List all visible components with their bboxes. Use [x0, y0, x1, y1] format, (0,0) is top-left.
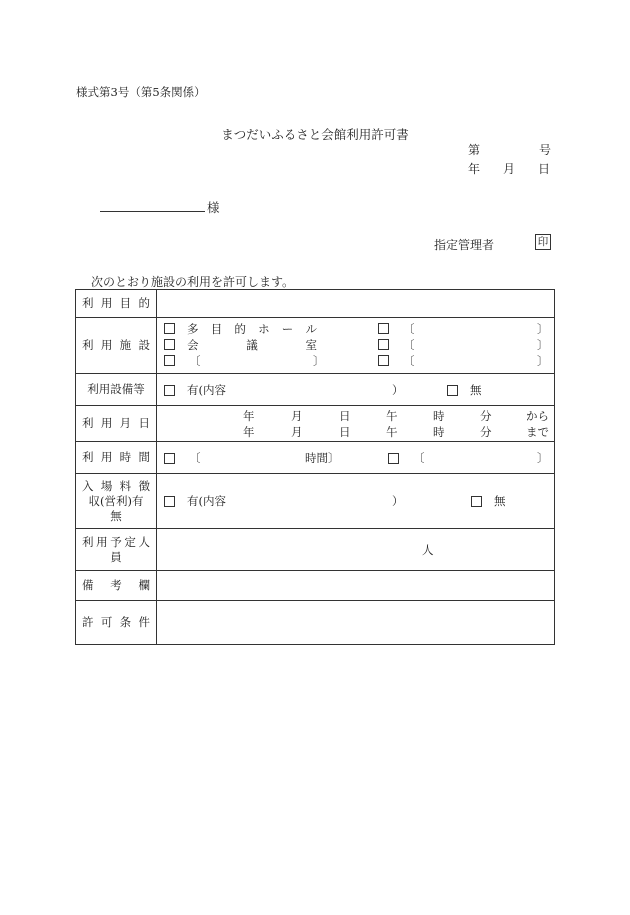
label-conditions: 許 可 条 件: [76, 601, 157, 645]
time-options: 〔 時間〕 〔 〕: [157, 442, 555, 474]
date-until: まで: [526, 425, 549, 439]
row-equipment: [76, 374, 555, 406]
row-time: [76, 442, 555, 474]
row-attendees: [76, 529, 555, 571]
intro-text: 次のとおり施設の利用を許可します。: [91, 275, 295, 289]
checkbox-empty-icon[interactable]: [164, 453, 175, 464]
facility-options: 多 目 的 ホ ー ル 会 議 室 〔 〕 〔 〕 〔 〕 〔 〕: [157, 318, 555, 374]
checkbox-empty-icon[interactable]: [447, 385, 458, 396]
checkbox-empty-icon[interactable]: [378, 355, 389, 366]
label-equipment: 利用設備等: [76, 374, 157, 406]
label-facility: 利 用 施 設: [76, 318, 157, 374]
facility-hall: 多 目 的 ホ ー ル: [187, 322, 317, 336]
issue-date: [468, 160, 550, 177]
equipment-options: 有(内容 ） 無: [157, 374, 555, 406]
checkbox-empty-icon[interactable]: [164, 323, 175, 334]
dates-field[interactable]: 年 月 日 午 時 分 から 年 月 日 午 時 分 まで: [157, 406, 555, 442]
checkbox-empty-icon[interactable]: [471, 496, 482, 507]
checkbox-empty-icon[interactable]: [164, 339, 175, 350]
fee-options: 有(内容 ） 無: [157, 474, 555, 529]
date-year: 年: [468, 162, 481, 176]
time-hours: 時間〕: [305, 451, 340, 465]
attendees-unit: 人: [422, 543, 434, 557]
conditions-field[interactable]: [157, 601, 555, 645]
equipment-no: 無: [470, 383, 482, 397]
permit-form-table: [75, 289, 555, 645]
label-remarks: 備 考 欄: [76, 571, 157, 601]
date-month: 月: [502, 162, 515, 176]
row-remarks: [76, 571, 555, 601]
row-fee: [76, 474, 555, 529]
label-dates: 利 用 月 日: [76, 406, 157, 442]
checkbox-empty-icon[interactable]: [164, 496, 175, 507]
form-number: 様式第3号（第5条関係）: [76, 85, 206, 99]
label-fee: 入 場 料 徴 収(営利)有 無: [76, 474, 157, 529]
checkbox-empty-icon[interactable]: [164, 385, 175, 396]
row-facility: [76, 318, 555, 374]
row-conditions: [76, 601, 555, 645]
checkbox-empty-icon[interactable]: [378, 339, 389, 350]
label-purpose: [76, 290, 157, 318]
date-day: 日: [537, 162, 550, 176]
fee-yes: 有(内容: [187, 494, 226, 508]
label-attendees: 利 用 予 定 人 員: [76, 529, 157, 571]
checkbox-empty-icon[interactable]: [164, 355, 175, 366]
date-from: から: [526, 409, 549, 423]
number-suffix: 号: [539, 143, 552, 157]
remarks-field[interactable]: [157, 571, 555, 601]
label-time: 利 用 時 間: [76, 442, 157, 474]
recipient-name-line: [100, 211, 205, 212]
purpose-field[interactable]: [157, 290, 555, 318]
checkbox-empty-icon[interactable]: [378, 323, 389, 334]
number-prefix: 第: [468, 143, 481, 157]
equipment-yes: 有(内容: [187, 383, 226, 397]
attendees-field[interactable]: [157, 529, 555, 571]
label-text: 利 用 目 的: [82, 296, 150, 310]
fee-no: 無: [494, 494, 506, 508]
facility-meeting: 会 議 室: [187, 338, 317, 352]
row-purpose: [76, 290, 555, 318]
recipient-honorific: 様: [207, 200, 220, 215]
seal-mark: 印: [535, 234, 551, 250]
manager-label: 指定管理者: [434, 238, 495, 252]
row-dates: [76, 406, 555, 442]
checkbox-empty-icon[interactable]: [388, 453, 399, 464]
document-title: まつだいふるさと会館利用許可書: [221, 127, 409, 142]
